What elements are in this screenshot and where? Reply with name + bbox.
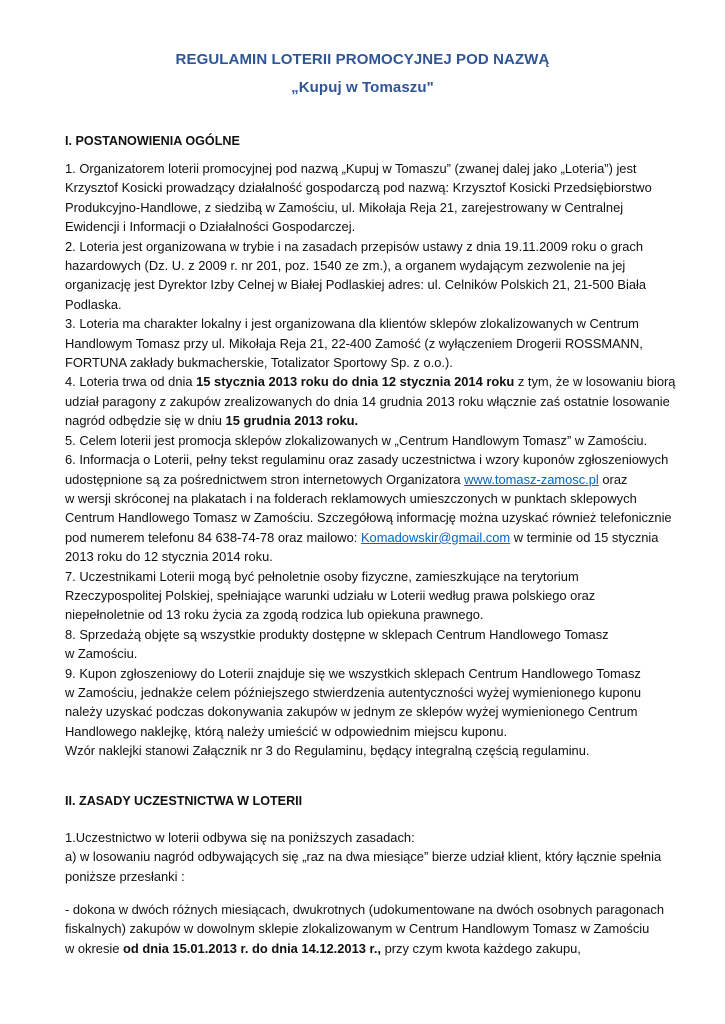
paragraph-line: 7. Uczestnikami Loterii mogą być pełnoletnie osoby fizyczne, zamieszkujące na terytorium: [65, 568, 579, 584]
paragraph-line: a) w losowaniu nagród odbywających się „raz na dwa miesiące” bierze udział klient, który łącznie spełnia: [65, 849, 662, 865]
paragraph-line: niepełnoletnie od 13 roku życia za zgodą rodzica lub opiekuna prawnego.: [65, 607, 484, 623]
paragraph-line: poniższe przesłanki :: [65, 868, 185, 884]
paragraph-line: Podlaska.: [65, 296, 122, 312]
paragraph-line: 3. Loteria ma charakter lokalny i jest organizowana dla klientów sklepów zlokalizowanych w Centrum: [65, 316, 639, 332]
paragraph-line: 5. Celem loterii jest promocja sklepów zlokalizowanych w „Centrum Handlowym Tomasz” w Zamościu.: [65, 432, 648, 448]
section-heading-general-provisions: I. POSTANOWIENIA OGÓLNE: [65, 134, 240, 148]
paragraph-line: 2. Loteria jest organizowana w trybie i na zasadach przepisów ustawy z dnia 19.11.2009 roku o grach: [65, 238, 644, 254]
lottery-name: „Kupuj w Tomaszu": [291, 79, 434, 96]
paragraph-line: 1.Uczestnictwo w loterii odbywa się na poniższych zasadach:: [65, 830, 415, 845]
text-span: z tym, że w losowaniu biorą: [514, 374, 676, 390]
paragraph-line: FORTUNA zakłady bukmacherskie, Totalizator Sportowy Sp. z o.o.).: [65, 355, 453, 371]
paragraph-line: [65, 470, 675, 489]
paragraph-line: 9. Kupon zgłoszeniowy do Loterii znajduje się we wszystkich sklepach Centrum Handlowego Tomasz: [65, 665, 641, 681]
paragraph-line: [65, 528, 675, 547]
paragraph-line: [65, 411, 675, 430]
document-title: REGULAMIN LOTERII PROMOCYJNEJ POD NAZWĄ: [175, 51, 550, 68]
section-participation-rules: [65, 828, 675, 886]
purchase-period-bold: od dnia 15.01.2013 r. do dnia 14.12.2013 r.,: [123, 940, 381, 956]
paragraph-line: 6. Informacja o Loterii, pełny tekst regulaminu oraz zasady uczestnictwa i wzory kuponów zgłoszeniowych: [65, 452, 669, 468]
final-draw-date-bold: 15 grudnia 2013 roku.: [225, 413, 359, 429]
paragraph-line: Krzysztof Kosicki prowadzący działalność gospodarczą pod nazwą: Krzysztof Kosicki Przedsiębiorstwo: [65, 180, 652, 196]
paragraph-line: 1. Organizatorem loterii promocyjnej pod nazwą „Kupuj w Tomaszu” (zwanej dalej jako „Loteria”) jest: [65, 161, 637, 176]
paragraph-line: Centrum Handlowego Tomasz w Zamościu. Szczegółową informację można uzyskać również telefonicznie: [65, 510, 672, 526]
contact-email-link[interactable]: Komadowskir@gmail.com: [360, 529, 511, 545]
paragraph-line: Handlowym Tomasz przy ul. Mikołaja Reja 21, 22-400 Zamość (z wyłączeniem Drogerii ROSSMANN,: [65, 335, 643, 351]
text-span: w okresie: [65, 940, 124, 956]
paragraph-line: hazardowych (Dz. U. z 2009 r. nr 201, poz. 1540 ze zm.), a organem wydającym zezwolenie na jej: [65, 258, 626, 274]
section-heading-participation-rules: II. ZASADY UCZESTNICTWA W LOTERII: [65, 794, 303, 808]
text-span: w terminie od 15 stycznia: [510, 529, 659, 545]
text-span: oraz: [598, 471, 628, 487]
paragraph-line: Handlowego naklejkę, którą należy umieścić w odpowiednim miejscu kuponu.: [65, 723, 508, 739]
paragraph-line: [65, 939, 675, 958]
paragraph-line: udział paragony z zakupów zrealizowanych do dnia 14 grudnia 2013 roku włącznie zaś ostatnie losowanie: [65, 393, 670, 409]
paragraph-line: - dokona w dwóch różnych miesiącach, dwukrotnych (udokumentowane na dwóch osobnych paragonach: [65, 902, 665, 917]
paragraph-line: należy uzyskać podczas dokonywania zakupów w jednym ze sklepów wyżej wymienionego Centrum: [65, 704, 638, 720]
paragraph-line: organizację jest Dyrektor Izby Celnej w Białej Podlaskiej adres: ul. Celników Polskich 21, 21-500 Biała: [65, 277, 647, 293]
paragraph-line: 2013 roku do 12 stycznia 2014 roku.: [65, 549, 273, 565]
lottery-period-bold: 15 stycznia 2013 roku do dnia 12 stycznia 2014 roku: [196, 374, 515, 390]
section-participation-conditions: [65, 900, 675, 958]
paragraph-line: 8. Sprzedażą objęte są wszystkie produkty dostępne w sklepach Centrum Handlowego Tomasz: [65, 626, 609, 642]
paragraph-line: Ewidencji i Informacji o Działalności Gospodarczej.: [65, 219, 356, 235]
text-span: 4. Loteria trwa od dnia: [65, 374, 197, 390]
paragraph-line: Rzeczypospolitej Polskiej, spełniające warunki udziału w Loterii według prawa polskiego oraz: [65, 587, 596, 603]
paragraph-line: Produkcyjno-Handlowe, z siedzibą w Zamościu, ul. Mikołaja Reja 21, zarejestrowany w Centralnej: [65, 199, 624, 215]
text-span: przy czym kwota każdego zakupu,: [380, 940, 581, 956]
paragraph-line: fiskalnych) zakupów w dowolnym sklepie zlokalizowanym w Centrum Handlowym Tomasz w Zamościu: [65, 921, 650, 937]
paragraph-line: Wzór naklejki stanowi Załącznik nr 3 do Regulaminu, będący integralną częścią regulaminu.: [65, 743, 590, 759]
text-span: pod numerem telefonu 84 638-74-78 oraz mailowo:: [65, 529, 361, 545]
paragraph-line: w Zamościu, jednakże celem późniejszego stwierdzenia autentyczności wyżej wymienionego kuponu: [65, 684, 642, 700]
text-span: udostępnione są za pośrednictwem stron internetowych Organizatora: [65, 471, 465, 487]
paragraph-line: [65, 372, 675, 391]
organizer-website-link[interactable]: www.tomasz-zamosc.pl: [464, 471, 599, 487]
section-general-provisions: [65, 159, 675, 761]
text-span: nagród odbędzie się w dniu: [65, 413, 226, 429]
paragraph-line: w Zamościu.: [65, 646, 138, 662]
paragraph-line: w wersji skróconej na plakatach i na folderach reklamowych umieszczonych w punktach sklepowych: [65, 490, 637, 506]
